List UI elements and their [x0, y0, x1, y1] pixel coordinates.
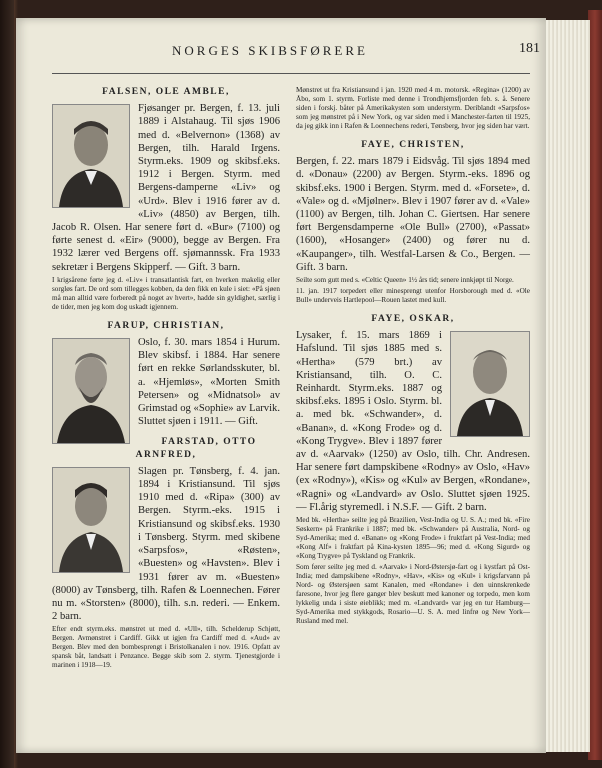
page-number: 181	[519, 41, 540, 56]
entry-note1-faye-christen: Seilte som gutt med s. «Celtic Queen» 1½ års tid; senere innkjøpt til Norge.	[296, 276, 514, 285]
entry-body-faye-christen: Bergen, f. 22. mars 1879 i Eidsvåg. Til sjøs 1894 med d. «Donau» (2200) av Bergen. Styrm.-eks. 1896 og skibsf.eks. 1900 i Bergen. Styrm. med d. «Forsete», d. «Vale» og d. «Mjølner». Blev i 1907 fører av d. «Vale» (1100) av Bergen, tilh. Johan C. Giertsen. Har senere ført Bergensdamperne «Ole Bull» (2700), «Passat» (1600), «Hosanger» (2400) og fører nu d. «Kaupanger», tilh. Westfal-Larsen & Co., Bergen. — Gift. 3 barn.	[296, 156, 530, 273]
entry-note2-faye-christen: 11. jan. 1917 torpedert eller minesprengt utenfor Horsborough med d. «Ole Bull» underveis Hartlepool—Rouen lastet med kull.	[296, 287, 530, 305]
book-spine	[0, 0, 14, 768]
entry-note-farstad: Efter endt styrm.eks. mønstret ut med d. «Ull», tilh. Schelderup Schjøtt, Bergen. Avmønstret i Cardiff. Gikk ut igjen fra Cardiff med d. «Aud» av Bergen. Blev med den bombesprengt i Bristolkanalen i nov. 1916. Opfatt av spansk båt, landsatt i Penzance. Begge skib som 2. styrm. Tjenestgjorde i marinen i 1918—19.	[52, 625, 280, 670]
entry-faye-oskar	[296, 329, 530, 626]
page-edges	[546, 20, 590, 752]
entry-farstad	[52, 465, 280, 670]
entry-body-faye-oskar: Lysaker, f. 15. mars 1869 i Hafslund. Til sjøs 1885 med s. «Hertha» (579 brt.) av Kristiansand, tilh. O. C. Reinhardt. Styrm.eks. 1887 og skibsf.eks. 1895 i Oslo. Styrm. bl. a. med bk. «Schwander», d. «Banan», d. «Kong Frode» og d. «Kong Trygve». Blev i 1897 fører av d. «Aarvak» (1250) av Oslo, tilh. Chr. Andresen. Har senere ført dampskibene «Rodny» av Oslo, «Hav» (ex «Rodny»), «Kis» og «Kul» av Bergen, «Rondane», «Ragni» og «Landvard» av Oslo. Sluttet sjøen 1925. — Fl.årig styremedl. i N.S.F. — Gift. 2 barn.	[296, 330, 530, 513]
header-rule	[52, 73, 530, 74]
entry-name-farstad: FARSTAD, OTTO ARNFRED,	[135, 437, 257, 460]
entry-farup	[52, 336, 280, 428]
entry-body-farstad: Slagen pr. Tønsberg, f. 4. jan. 1894 i Kristiansund. Til sjøs 1910 med d. «Ripa» (300) av Bergen. Styrm.-eks. 1915 i Kristiansund og skibsf.eks. 1930 i Tønsberg. Styrm. med skibene «Sarpsfos», «Røsten», «Buesten» og «Havsten». Blev i 1931 fører av m. «Buesten» (8000) av Tønsberg, tilh. Rafen & Loennechen. Fører nu m. «Storsten» (8000), tilh. s.n. rederi. — Enkem. 2 barn.	[52, 465, 280, 623]
left-column	[52, 86, 280, 670]
book-cover-edge	[588, 10, 602, 760]
entry-note1-faye-oskar: Med bk. «Hertha» seilte jeg på Brazilien, Vest-India og U. S. A.; med bk. «Fire Søskern» på Frankrike i 1887; med bk. «Schwander» på Australia, Nord- og Syd-Amerika; med d. «Banan» og «Kong Frode» i fruktfart på Vest-India; med «Kong Alf» i fraktfart på Kina-kysten 1895—96; med d. «Kong Sigurd» og «Kong Trygve» på Tyskland og Frankrik.	[296, 516, 530, 561]
portrait-photo-farup	[52, 338, 130, 444]
entry-note-farstad-continued: Mønstret ut fra Kristiansund i jan. 1920 med 4 m. motorsk. «Regina» (1200) av Åbo, som 1. styrm. Forliste med denne i Trondhjemsfjorden feb. s. å. Senere siden i forskj. båter på Amerikakysten som understyrm. Deriblandt «Sarpsfos» som jeg mønstret på i New York, og var siden med i Manchester-farten til 1925, da jeg gikk inn i Rafen & Loennechens rederi, Tønsberg, hvor jeg siden har vært.	[296, 86, 530, 130]
running-header	[60, 41, 540, 61]
entry-name-faye-oskar: FAYE, OSKAR,	[371, 314, 455, 325]
running-title: NORGES SKIBSFØRERE	[172, 43, 368, 58]
entry-body-falsen: Fjøsanger pr. Bergen, f. 13. juli 1889 i Alstahaug. Til sjøs 1906 med d. «Belvernon» (1368) av Bergen, tilh. Harald Irgens. Styrm.eks. 1909 og skibsf.eks. 1912 i Bergen. Styrm. med Bergens-damperne «Liv» og «Urd». Blev i 1916 fører av d. «Liv» (4850) av Bergen, tilh. Jacob R. Olsen. Har senere ført d. «Bur» (7100) og førte senest d. «Eir» (9000), begge av Bergen. Fra 1932 lærer ved Bergens off. sjømannssk. Fra 1933 sekretær i Bergens Skipperf. — Gift. 3 barn.	[52, 103, 280, 273]
entry-name-faye-christen: FAYE, CHRISTEN,	[361, 140, 465, 150]
entry-falsen	[52, 102, 280, 312]
portrait-photo-farstad	[52, 467, 130, 573]
entry-name-falsen: FALSEN, OLE AMBLE,	[102, 87, 230, 97]
entry-note2-faye-oskar: Som fører seilte jeg med d. «Aarvak» i Nord-Østersjø-fart og i kystfart på Ost-India; med dampskibene «Rodny», «Hav», «Kis» og «Kul» i krigsfarvann på Nord- og Østersjøen samt Kanalen, med «Rondane» i den uinnskrenkede faresone, hvor jeg flere ganger blev beskutt med kanoner og torpedo, men kom lykkelig unda i siste øieblikk; med m. «Landvard» var jeg en tur Hamburg—Syd-Amerika med stykkgods, Rosario—U. S. A. med linfrø og New York—Rusland med mel.	[296, 563, 530, 626]
portrait-photo-falsen	[52, 104, 130, 208]
entry-note-falsen: I krigsårene førte jeg d. «Liv» i transatlantisk fart, en hverken makelig eller sorgløs fart. De ord som tillegges kobben, da den fikk en kule i siet: «På sjøen må man alltid være forberedt på noget av hvert», hadde sin gyldighet, særlig i de tider, men jeg kom dog uskadt igjennem.	[52, 275, 280, 311]
entry-name-farup: FARUP, CHRISTIAN,	[107, 320, 225, 331]
entry-body-farup: Oslo, f. 30. mars 1854 i Hurum. Blev skibsf. i 1884. Har senere ført en rekke Sørlandsskuter, bl. a. «Hjemløs», «Morten Smith Petersen» og «Midnatsol» av Grimstad og «Sophie» av Larvik. Sluttet sjøen i 1911. — Gift.	[138, 337, 280, 428]
right-column	[296, 84, 530, 626]
portrait-photo-faye-oskar	[450, 331, 530, 437]
